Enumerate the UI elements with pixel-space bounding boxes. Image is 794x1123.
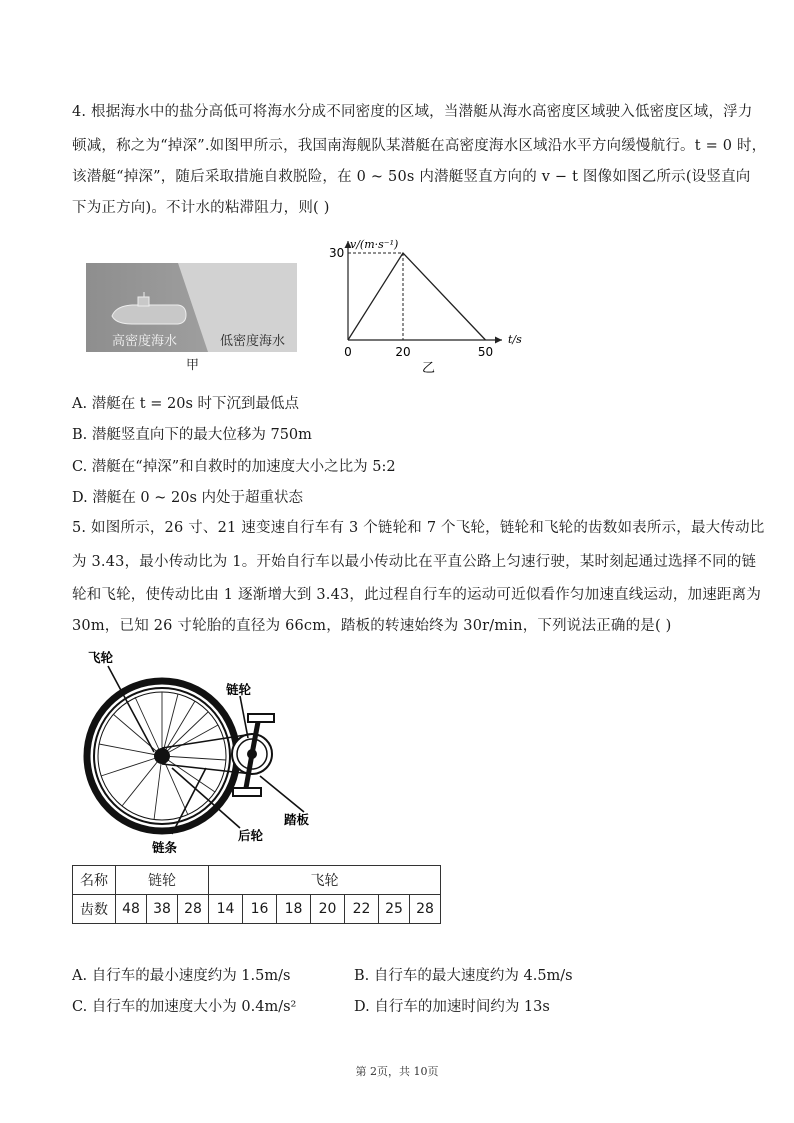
figure-jia-caption: 甲 bbox=[186, 358, 200, 373]
q5-line-3: 轮和飞轮，使传动比由 1 逐渐增大到 3.43，此过程自行车的运动可近似看作匀加速直线运动，加速距离为 bbox=[72, 587, 762, 603]
table-row-header bbox=[73, 866, 441, 895]
rear-wheel-label: 后轮 bbox=[238, 828, 264, 843]
chain-label: 链条 bbox=[152, 840, 178, 855]
q5-line-2: 为 3.43，最小传动比为 1。开始自行车以最小传动比在平直公路上匀速行驶，某时刻起通过选择不同的链 bbox=[72, 554, 757, 570]
table-cell: 28 bbox=[410, 895, 441, 924]
figure-jia-submarine bbox=[86, 260, 298, 375]
q4-line-2: 顿减，称之为“掉深”.如图甲所示，我国南海舰队某潜艇在高密度海水区域沿水平方向缓慢航行。t = 0 时， bbox=[72, 138, 767, 154]
q4-line-3: 该潜艇“掉深”，随后采取措施自救脱险，在 0 ~ 50s 内潜艇竖直方向的 v − t 图像如图乙所示(设竖直向 bbox=[72, 169, 751, 185]
table-cell: 14 bbox=[209, 895, 243, 924]
table-cell-chainring-header: 链轮 bbox=[116, 866, 209, 895]
q4-line-1: 4. 根据海水中的盐分高低可将海水分成不同密度的区域，当潜艇从海水高密度区域驶入低密度区域，浮力 bbox=[72, 104, 753, 120]
series-line-velocity bbox=[348, 253, 486, 340]
q5-option-c: C. 自行车的加速度大小为 0.4m/s² bbox=[72, 999, 297, 1015]
q5-option-a: A. 自行车的最小速度约为 1.5m/s bbox=[72, 968, 291, 984]
table-cell-name-header: 名称 bbox=[73, 866, 116, 895]
y-axis-label: v/(m·s⁻¹) bbox=[350, 238, 399, 251]
gear-teeth-table bbox=[72, 865, 441, 924]
q5-line-4: 30m，已知 26 寸轮胎的直径为 66cm，踏板的转速始终为 30r/min，下列说法正确的是( ) bbox=[72, 618, 672, 634]
q4-option-a: A. 潜艇在 t = 20s 时下沉到最低点 bbox=[72, 396, 299, 412]
table-cell: 25 bbox=[379, 895, 410, 924]
low-density-label: 低密度海水 bbox=[220, 334, 286, 349]
chainring-leader-line bbox=[240, 696, 248, 738]
table-cell: 16 bbox=[243, 895, 277, 924]
flywheel-leader-line bbox=[108, 666, 154, 752]
q4-line-4: 下为正方向)。不计水的粘滞阻力，则( ) bbox=[72, 200, 330, 216]
flywheel-label: 飞轮 bbox=[88, 650, 114, 665]
figure-yi-vt-graph bbox=[326, 235, 534, 375]
page-footer: 第 2页，共 10页 bbox=[355, 1065, 439, 1078]
table-cell: 48 bbox=[116, 895, 147, 924]
y-tick-30: 30 bbox=[329, 246, 345, 260]
table-cell: 20 bbox=[311, 895, 345, 924]
q4-option-c: C. 潜艇在“掉深”和自救时的加速度大小之比为 5:2 bbox=[72, 459, 396, 475]
q4-option-d: D. 潜艇在 0 ~ 20s 内处于超重状态 bbox=[72, 490, 304, 506]
q5-line-1: 5. 如图所示，26 寸、21 速变速自行车有 3 个链轮和 7 个飞轮，链轮和飞轮的齿数如表所示，最大传动比 bbox=[72, 520, 765, 536]
q5-option-b: B. 自行车的最大速度约为 4.5m/s bbox=[354, 968, 573, 984]
rear-wheel-icon bbox=[87, 681, 237, 831]
figure-bicycle bbox=[80, 648, 330, 860]
x-axis-label: t/s bbox=[508, 333, 522, 346]
chainring-label: 链轮 bbox=[226, 682, 252, 697]
table-cell-teeth-header: 齿数 bbox=[73, 895, 116, 924]
q4-option-b: B. 潜艇竖直向下的最大位移为 750m bbox=[72, 427, 312, 443]
x-tick-50: 50 bbox=[477, 345, 494, 359]
pedal-leader-line bbox=[260, 776, 304, 812]
table-cell: 28 bbox=[178, 895, 209, 924]
table-cell: 38 bbox=[147, 895, 178, 924]
figure-yi-caption: 乙 bbox=[422, 361, 436, 375]
q5-option-d: D. 自行车的加速时间约为 13s bbox=[354, 999, 550, 1015]
pedal-label: 踏板 bbox=[284, 812, 310, 827]
x-tick-20: 20 bbox=[395, 345, 411, 359]
table-cell: 22 bbox=[345, 895, 379, 924]
table-cell: 18 bbox=[277, 895, 311, 924]
high-density-label: 高密度海水 bbox=[112, 334, 178, 349]
table-row-teeth bbox=[73, 895, 441, 924]
x-tick-0: 0 bbox=[344, 345, 352, 359]
table-cell-flywheel-header: 飞轮 bbox=[209, 866, 441, 895]
